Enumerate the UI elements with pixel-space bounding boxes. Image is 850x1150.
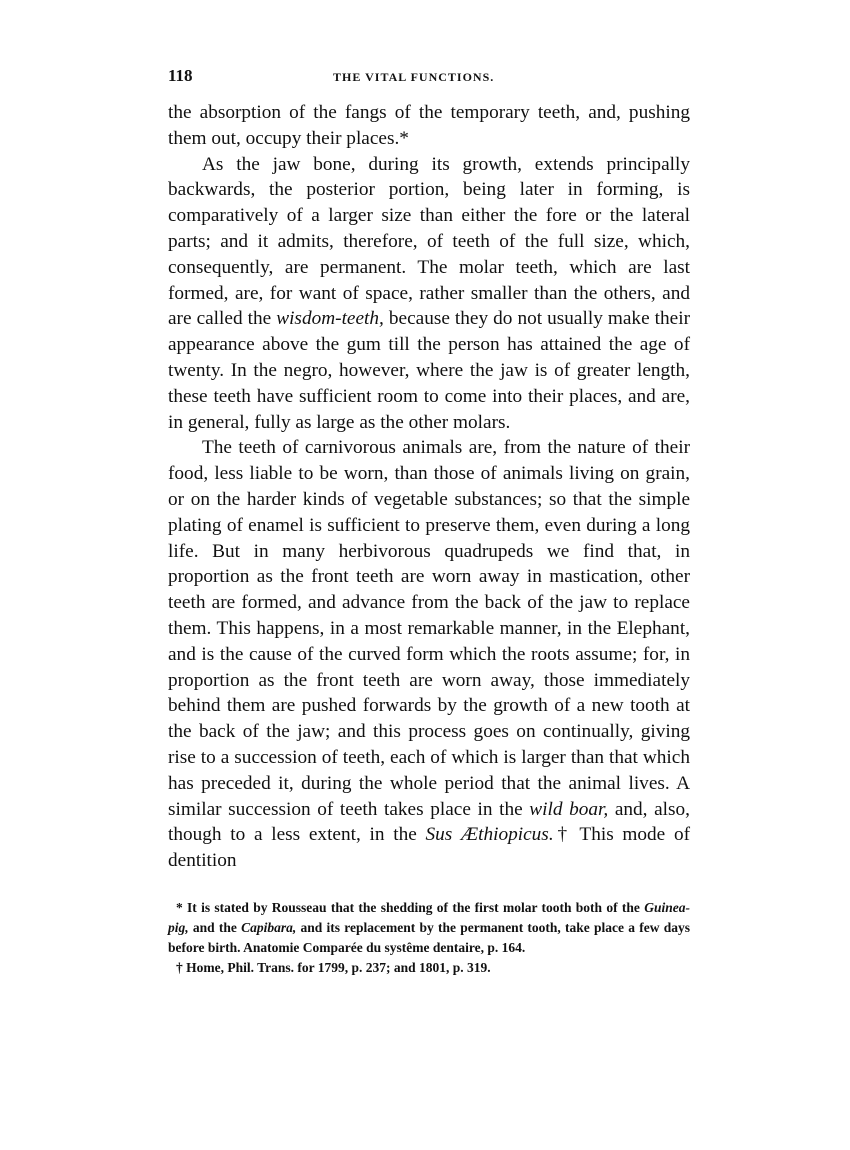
text-segment: The teeth of carnivorous animals are, from the nature of their food, less liable to be worn, than those of animals living on grain, or on the harder kinds of vegetable substances; so that the simple plating of enamel is sufficient to preserve them, even during a long life. But in many herbivorous quadrupeds we find that, in proportion as the front teeth are worn away in mastication, other teeth are formed, and advance from the back of the jaw to replace them. This happens, in a most remarkable manner, in the Elephant, and is the cause of the curved form which the roots assume; for, in proportion as the front teeth are worn away, those immediately behind them are pushed forwards by the growth of a new tooth at the back of the jaw; and this process goes on continually, giving rise to a succession of teeth, each of which is larger than that which has preceded it, during the whole period that the animal lives. A similar succession of teeth takes place in the bbox=[168, 437, 690, 820]
page-header bbox=[168, 66, 690, 96]
footnote-text: and its replacement by the permanent tooth, take place a few days before birth. Anatomie Comparée du systême dentaire, p. 164. bbox=[168, 919, 690, 955]
footnote-text: and the bbox=[188, 919, 242, 935]
book-page bbox=[168, 66, 690, 978]
italic-term: wild boar, bbox=[529, 798, 609, 820]
italic-term: Capibara, bbox=[241, 919, 297, 935]
text-segment: and, also, though to a less extent, in the bbox=[168, 798, 690, 846]
text-segment: the absorption of the fangs of the temporary teeth, and, pushing them out, occupy their places.* bbox=[168, 102, 690, 149]
italic-term: wisdom-teeth, bbox=[276, 308, 384, 330]
running-head: THE VITAL FUNCTIONS. bbox=[333, 70, 495, 84]
footnote-text: † Home, Phil. Trans. for 1799, p. 237; and 1801, p. 319. bbox=[176, 959, 491, 975]
body-text bbox=[168, 100, 690, 874]
paragraph bbox=[168, 100, 690, 152]
paragraph bbox=[168, 152, 690, 436]
footnote bbox=[168, 898, 690, 958]
footnote bbox=[168, 958, 690, 978]
text-segment: As the jaw bone, during its growth, extends principally backwards, the posterior portion, being later in forming, is comparatively of a larger size than either the fore or the lateral parts; and it admits, therefore, of teeth of the full size, which, consequently, are permanent. The molar teeth, which are last formed, are, for want of space, rather smaller than the others, and are called the bbox=[168, 153, 690, 330]
page-number: 118 bbox=[168, 66, 193, 85]
italic-term: Sus Æthiopicus. bbox=[425, 824, 554, 846]
footnotes bbox=[168, 898, 690, 978]
text-segment: because they do not usually make their appearance above the gum till the person has attained the age of twenty. In the negro, however, where the jaw is of greater length, these teeth have sufficient room to come into their places, and are, in general, fully as large as the other molars. bbox=[168, 308, 690, 433]
italic-term: Guinea-pig, bbox=[168, 899, 690, 935]
paragraph bbox=[168, 435, 690, 874]
footnote-text: * It is stated by Rousseau that the shedding of the first molar tooth both of the bbox=[176, 899, 645, 915]
text-segment: † This mode of dentition bbox=[168, 824, 691, 872]
